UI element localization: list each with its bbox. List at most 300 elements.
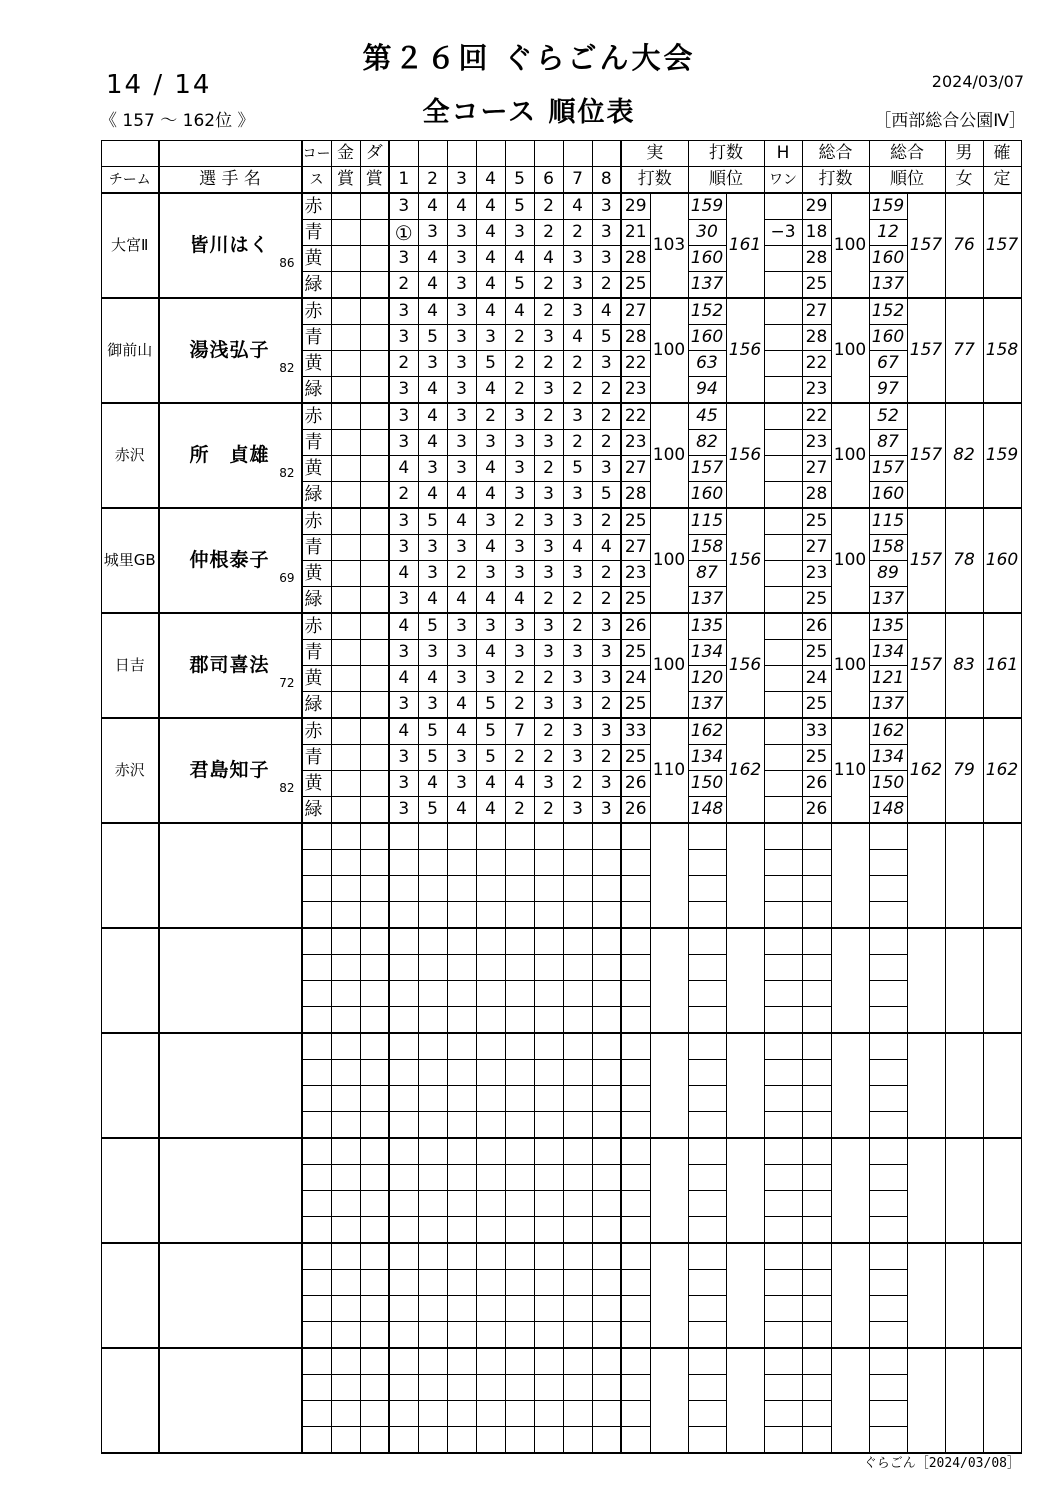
hole-score <box>447 1007 476 1034</box>
hole-score <box>505 1427 534 1454</box>
total-course-sum <box>802 1191 831 1217</box>
hole-score: 2 <box>534 666 563 692</box>
course-sum <box>621 850 650 876</box>
overall-rank <box>726 1033 764 1138</box>
da-cell <box>360 246 389 272</box>
hole-score <box>389 1296 418 1322</box>
hole-score: 5 <box>418 508 447 535</box>
hole-in-one <box>764 955 802 981</box>
header-actual: 実 <box>621 141 688 167</box>
hole-score <box>505 1086 534 1112</box>
hole-score <box>389 955 418 981</box>
da-cell <box>360 1348 389 1375</box>
hole-score <box>476 955 505 981</box>
hole-score: 2 <box>534 272 563 299</box>
hole-score <box>418 1322 447 1349</box>
hole-score <box>447 1033 476 1060</box>
kin-cell <box>331 403 360 430</box>
gender-rank <box>945 1033 983 1138</box>
player-name-text: 所 貞雄 <box>189 444 270 466</box>
hole-score <box>592 902 621 929</box>
gender-rank: 82 <box>945 403 983 508</box>
hole-score <box>447 1348 476 1375</box>
course-rank <box>688 823 726 850</box>
course-sum <box>621 1348 650 1375</box>
hole-score <box>418 902 447 929</box>
course-rank <box>688 955 726 981</box>
da-cell <box>360 377 389 404</box>
total-course-sum: 25 <box>802 587 831 614</box>
hole-in-one <box>764 508 802 535</box>
course-rank <box>688 1033 726 1060</box>
player-name <box>159 193 302 298</box>
hole-score <box>563 1322 592 1349</box>
da-cell <box>360 325 389 351</box>
course-sum: 26 <box>621 613 650 640</box>
hole-score <box>534 1165 563 1191</box>
total-course-rank <box>869 1401 907 1427</box>
header-rank-2: 順位 <box>688 167 764 194</box>
course-sum <box>621 928 650 955</box>
hole-score: 5 <box>418 797 447 824</box>
hole-score: 3 <box>534 692 563 719</box>
overall-rank <box>726 823 764 928</box>
actual-total <box>650 1033 688 1138</box>
course-cell <box>302 1086 332 1112</box>
overall-rank: 156 <box>726 508 764 613</box>
hole-in-one <box>764 561 802 587</box>
course-rank <box>688 1375 726 1401</box>
hole-score: 4 <box>563 193 592 220</box>
hole-score <box>418 1296 447 1322</box>
course-sum <box>621 1138 650 1165</box>
course-rank: 159 <box>688 193 726 220</box>
da-cell <box>360 955 389 981</box>
hole-score <box>389 1348 418 1375</box>
hole-score <box>534 1243 563 1270</box>
hole-score <box>505 1322 534 1349</box>
hole-score <box>418 823 447 850</box>
hole-score: 3 <box>592 718 621 745</box>
course-cell <box>302 1401 332 1427</box>
course-cell: 緑 <box>302 482 332 509</box>
da-cell <box>360 876 389 902</box>
player-name <box>159 823 302 928</box>
course-cell: 赤 <box>302 613 332 640</box>
da-cell <box>360 272 389 299</box>
da-cell <box>360 1322 389 1349</box>
hole-score: 4 <box>447 587 476 614</box>
total-course-sum: 25 <box>802 508 831 535</box>
hole-score: 3 <box>534 377 563 404</box>
total-course-rank <box>869 928 907 955</box>
course-rank: 134 <box>688 745 726 771</box>
course-rank: 148 <box>688 797 726 824</box>
course-sum <box>621 1270 650 1296</box>
da-cell <box>360 1401 389 1427</box>
total-course-sum <box>802 1165 831 1191</box>
hole-score <box>418 1348 447 1375</box>
total-course-sum: 25 <box>802 745 831 771</box>
total-course-rank <box>869 1427 907 1454</box>
hole-score <box>476 981 505 1007</box>
total-course-rank: 162 <box>869 718 907 745</box>
hole-score <box>476 1401 505 1427</box>
total-course-sum <box>802 1296 831 1322</box>
da-cell <box>360 351 389 377</box>
course-cell <box>302 902 332 929</box>
course-rank <box>688 1060 726 1086</box>
da-cell <box>360 745 389 771</box>
hole-score <box>476 902 505 929</box>
hole-score <box>505 1112 534 1139</box>
hole-score <box>418 1033 447 1060</box>
hole-score: 4 <box>476 587 505 614</box>
hole-score: 2 <box>534 298 563 325</box>
hole-score: 3 <box>447 456 476 482</box>
header-course-2: ス <box>302 167 332 194</box>
hole-in-one <box>764 692 802 719</box>
total-course-sum <box>802 1427 831 1454</box>
total-score <box>831 1033 869 1138</box>
hole-score <box>534 928 563 955</box>
hole-score: 4 <box>418 587 447 614</box>
course-rank: 158 <box>688 535 726 561</box>
course-cell: 緑 <box>302 272 332 299</box>
total-course-sum: 27 <box>802 535 831 561</box>
hole-score: 2 <box>476 403 505 430</box>
course-rank <box>688 876 726 902</box>
hole-score: 3 <box>447 403 476 430</box>
da-cell <box>360 928 389 955</box>
hole-score <box>476 1060 505 1086</box>
kin-cell <box>331 981 360 1007</box>
header-hole-top <box>592 141 621 167</box>
course-cell: 青 <box>302 535 332 561</box>
total-course-rank: 160 <box>869 325 907 351</box>
course-rank: 137 <box>688 692 726 719</box>
hole-score: 2 <box>592 561 621 587</box>
hole-score <box>563 1060 592 1086</box>
hole-score: 4 <box>418 771 447 797</box>
hole-score: 3 <box>592 193 621 220</box>
course-sum: 28 <box>621 246 650 272</box>
hole-score <box>563 1165 592 1191</box>
hole-score <box>389 928 418 955</box>
player-age: 86 <box>279 256 295 270</box>
kin-cell <box>331 692 360 719</box>
hole-score <box>534 1401 563 1427</box>
player-age: 72 <box>279 676 295 690</box>
hole-score <box>592 1086 621 1112</box>
kin-cell <box>331 771 360 797</box>
hole-score: 4 <box>476 272 505 299</box>
hole-score: 3 <box>563 508 592 535</box>
hole-score <box>389 1060 418 1086</box>
hole-score: 3 <box>447 272 476 299</box>
course-cell <box>302 1270 332 1296</box>
header-hole: 8 <box>592 167 621 194</box>
event-date: 2024/03/07 <box>931 72 1024 91</box>
hole-score: 3 <box>534 613 563 640</box>
hole-score: 5 <box>592 325 621 351</box>
header-hone: H <box>764 141 802 167</box>
team-cell <box>102 1138 159 1243</box>
course-sum <box>621 981 650 1007</box>
hole-score: 4 <box>418 430 447 456</box>
hole-score <box>418 1165 447 1191</box>
course-sum <box>621 1033 650 1060</box>
total-course-sum: 24 <box>802 666 831 692</box>
total-course-sum: 23 <box>802 430 831 456</box>
course-rank: 152 <box>688 298 726 325</box>
total-course-sum <box>802 850 831 876</box>
kin-cell <box>331 1375 360 1401</box>
hole-in-one <box>764 1322 802 1349</box>
hole-score <box>418 1427 447 1454</box>
total-course-sum: 25 <box>802 692 831 719</box>
total-rank: 157 <box>907 508 945 613</box>
actual-total: 103 <box>650 193 688 298</box>
final-rank <box>983 1138 1021 1243</box>
hole-score <box>534 1060 563 1086</box>
total-course-rank: 97 <box>869 377 907 404</box>
total-course-sum: 23 <box>802 561 831 587</box>
da-cell <box>360 1138 389 1165</box>
hole-score <box>476 1348 505 1375</box>
hole-score: 4 <box>418 193 447 220</box>
hole-in-one <box>764 928 802 955</box>
header-hole-top <box>534 141 563 167</box>
hole-score: 4 <box>476 771 505 797</box>
gender-rank: 79 <box>945 718 983 823</box>
course-cell: 黄 <box>302 771 332 797</box>
course-sum: 27 <box>621 535 650 561</box>
hole-score <box>389 876 418 902</box>
hole-score: 3 <box>563 692 592 719</box>
course-cell <box>302 1348 332 1375</box>
hole-score: 3 <box>563 745 592 771</box>
total-course-rank <box>869 1086 907 1112</box>
hole-score <box>534 1217 563 1244</box>
hole-score: 5 <box>592 482 621 509</box>
hole-score <box>447 1270 476 1296</box>
hole-score <box>534 850 563 876</box>
course-sum: 27 <box>621 456 650 482</box>
course-rank <box>688 1296 726 1322</box>
player-name <box>159 718 302 823</box>
course-rank: 120 <box>688 666 726 692</box>
kin-cell <box>331 745 360 771</box>
header-hole: 1 <box>389 167 418 194</box>
kin-cell <box>331 850 360 876</box>
hole-score: 3 <box>505 430 534 456</box>
total-course-rank: 160 <box>869 246 907 272</box>
course-rank <box>688 1165 726 1191</box>
player-name <box>159 508 302 613</box>
hole-in-one <box>764 981 802 1007</box>
hole-score: 3 <box>592 771 621 797</box>
hole-score: 3 <box>534 771 563 797</box>
total-course-rank <box>869 955 907 981</box>
gender-rank <box>945 1243 983 1348</box>
hole-score: 3 <box>447 351 476 377</box>
hole-score: 3 <box>418 692 447 719</box>
hole-score <box>505 1191 534 1217</box>
da-cell <box>360 823 389 850</box>
hole-in-one <box>764 876 802 902</box>
hole-score: 5 <box>476 718 505 745</box>
total-course-sum <box>802 1138 831 1165</box>
hole-score: 4 <box>447 482 476 509</box>
overall-rank: 156 <box>726 298 764 403</box>
course-rank: 87 <box>688 561 726 587</box>
team-cell: 城里GB <box>102 508 159 613</box>
total-course-sum <box>802 823 831 850</box>
course-cell <box>302 823 332 850</box>
hole-score: 4 <box>476 220 505 246</box>
total-score: 100 <box>831 508 869 613</box>
hole-score: 4 <box>476 298 505 325</box>
total-course-sum: 27 <box>802 456 831 482</box>
hole-in-one <box>764 1191 802 1217</box>
hole-score <box>447 850 476 876</box>
hole-score: 3 <box>389 640 418 666</box>
total-course-sum <box>802 1112 831 1139</box>
final-rank: 159 <box>983 403 1021 508</box>
hole-score <box>534 1348 563 1375</box>
hole-score <box>447 955 476 981</box>
total-course-rank <box>869 981 907 1007</box>
total-course-rank: 121 <box>869 666 907 692</box>
rank-range: 《 157 〜 162位 》 <box>100 111 255 131</box>
table-row <box>102 193 1022 220</box>
header-trank: 総合 <box>869 141 945 167</box>
team-cell <box>102 823 159 928</box>
hole-score: 5 <box>505 272 534 299</box>
hole-score <box>563 955 592 981</box>
header-hole-top <box>418 141 447 167</box>
hole-score: 4 <box>418 377 447 404</box>
hole-score: 2 <box>534 745 563 771</box>
hole-score: 2 <box>505 797 534 824</box>
hole-score <box>447 823 476 850</box>
da-cell <box>360 1033 389 1060</box>
hole-score: 3 <box>563 298 592 325</box>
course-rank <box>688 902 726 929</box>
hole-score <box>476 1086 505 1112</box>
actual-total: 100 <box>650 403 688 508</box>
hole-score: 5 <box>418 745 447 771</box>
course-cell: 黄 <box>302 456 332 482</box>
da-cell <box>360 1270 389 1296</box>
hole-score: 2 <box>592 430 621 456</box>
total-course-rank: 135 <box>869 613 907 640</box>
course-rank <box>688 1322 726 1349</box>
hole-score <box>389 1086 418 1112</box>
hole-score <box>389 1401 418 1427</box>
hole-score: 5 <box>418 613 447 640</box>
hole-score: 4 <box>476 377 505 404</box>
kin-cell <box>331 1112 360 1139</box>
player-age: 82 <box>279 466 295 480</box>
header-hole: 4 <box>476 167 505 194</box>
course-cell: 赤 <box>302 718 332 745</box>
total-course-sum <box>802 1243 831 1270</box>
header-name-top <box>159 141 302 167</box>
hole-score: 5 <box>476 692 505 719</box>
hole-score: 3 <box>563 403 592 430</box>
hole-score <box>563 1191 592 1217</box>
kin-cell <box>331 1427 360 1454</box>
hole-in-one <box>764 1348 802 1375</box>
actual-total: 100 <box>650 613 688 718</box>
hole-score: 3 <box>563 797 592 824</box>
course-rank: 82 <box>688 430 726 456</box>
hole-in-one <box>764 482 802 509</box>
hole-score <box>505 1401 534 1427</box>
header-final-2: 定 <box>983 167 1021 194</box>
hole-score <box>563 1033 592 1060</box>
total-course-sum <box>802 1270 831 1296</box>
hole-in-one <box>764 1112 802 1139</box>
da-cell <box>360 482 389 509</box>
hole-score <box>563 1296 592 1322</box>
final-rank <box>983 928 1021 1033</box>
player-name-text: 仲根泰子 <box>189 549 270 571</box>
course-rank: 134 <box>688 640 726 666</box>
hole-score <box>592 1217 621 1244</box>
hole-score <box>534 1112 563 1139</box>
hole-score <box>389 1375 418 1401</box>
total-course-sum <box>802 1375 831 1401</box>
hole-in-one <box>764 640 802 666</box>
hole-score <box>592 928 621 955</box>
course-sum: 27 <box>621 298 650 325</box>
kin-cell <box>331 1270 360 1296</box>
da-cell <box>360 1375 389 1401</box>
hole-score <box>592 1270 621 1296</box>
hole-score <box>447 1165 476 1191</box>
table-row <box>102 823 1022 850</box>
hole-score: 2 <box>389 482 418 509</box>
hole-score: 4 <box>418 246 447 272</box>
hole-score <box>534 1322 563 1349</box>
hole-score <box>418 1243 447 1270</box>
total-score <box>831 1243 869 1348</box>
overall-rank <box>726 1348 764 1453</box>
hole-score <box>592 1112 621 1139</box>
course-sum: 25 <box>621 272 650 299</box>
header-kin: 金 <box>331 141 360 167</box>
total-course-sum: 26 <box>802 771 831 797</box>
total-course-sum: 22 <box>802 351 831 377</box>
course-sum: 26 <box>621 797 650 824</box>
total-score: 100 <box>831 298 869 403</box>
total-course-sum <box>802 955 831 981</box>
hole-score: 3 <box>389 193 418 220</box>
course-rank: 115 <box>688 508 726 535</box>
total-course-sum: 28 <box>802 246 831 272</box>
final-rank: 162 <box>983 718 1021 823</box>
hole-score: 3 <box>476 613 505 640</box>
hole-score <box>418 1112 447 1139</box>
gender-rank <box>945 823 983 928</box>
team-cell <box>102 1348 159 1453</box>
da-cell <box>360 850 389 876</box>
total-course-sum <box>802 902 831 929</box>
hole-in-one <box>764 850 802 876</box>
